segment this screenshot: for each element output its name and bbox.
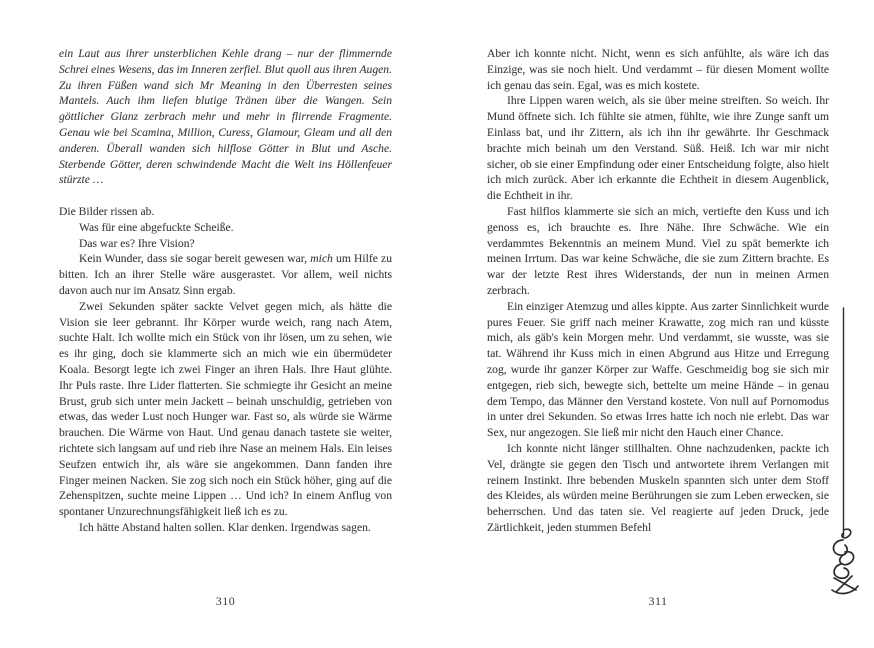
emphasized-word: mich [310,252,333,266]
page-number-left: 310 [215,594,236,608]
paragraph: Ihre Lippen waren weich, als sie über meine streiften. So weich. Ihr Mund öffnete sich. Ich fühlte sie atmen, fühlte, wie ihre Zunge sanft um Einlass bat, und ihr Zittern, als ich ihn ihr gewährte. Ihr Geschmack brachte mich beinah um den Verstand. Süß. Heiß. Ich war mir nicht sicher, ob sie einer Empfindung oder einer Entscheidung folgte, also hielt ich mich zurück. Aber ich erkannte die Echtheit in diesem Augenblick, die Echtheit in ihr. [487,94,829,203]
paragraph: Zwei Sekunden später sackte Velvet gegen mich, als hätte die Vision sie leer gebrannt. Ihr Körper wurde weich, rang nach Atem, suchte Halt. Ich wollte mich ein Stück von ihr lösen, um zu sehen, wie es ihr ging, doch sie klammerte sich an mich wie ein übermüdeter Koala. Besorgt legte ich zwei Finger an ihren Hals. Ihre Haut glühte. Ihr Puls raste. Ihre Lider flatterten. Sie schmiegte ihr Gesicht an meine Brust, grub sich unter mein Jackett – beinah unschuldig, getrieben von etwas, das weder Lust noch Hunger war. Fast so, als würde sie Wärme brauchen. Die Wärme von Haut. Und genau danach tastete sie weiter, richtete sich langsam auf und rieb ihre Nase an meinem Hals. Ein leises Seufzen entwich ihr, als wäre sie angekommen. Dann fanden ihre Finger meinen Nacken. Sie zog sich noch ein Stück höher, ging auf die Zehenspitzen, suchte meine Lippen … Und ich? In einem Anflug von spontaner Unzurechnungsfähigkeit ließ ich es zu. [59,299,392,519]
page-number-right: 311 [648,594,668,608]
paragraph: Fast hilflos klammerte sie sich an mich, vertiefte den Kuss und ich genoss es, ich brauchte es. Ihre Nähe. Ihre Schwäche. Wie ein verdammtes Bekenntnis an meinem Mund. Viel zu spät bemerkte ich meinen Irrtum. Das war keine Schwäche, die sie zum Zittern brachte. Es war der letzte Rest ihres Widerstands, der nun in meinen Armen zerbrach. [487,204,829,297]
page-right-text [487,46,829,536]
page-left-text [59,46,392,536]
text-segment: um Hilfe zu bitten. Ich an ihrer Stelle wäre ausgerastet. Vor allem, weil nichts davon auch nur im Ansatz Sinn ergab. [59,252,392,297]
paragraph: Ich konnte nicht länger stillhalten. Ohne nachzudenken, packte ich Vel, drängte sie gegen den Tisch und antwortete ihrem Verlangen mit reinem Instinkt. Ihre bebenden Muskeln spannten sich unter dem Stoff des Kleides, als würden meine Berührungen sie zum Leben erwecken, sie beherrschen. Und das taten sie. Vel reagierte auf jeden Druck, jede Zärtlichkeit, jeden stummen Befehl [487,441,829,534]
blank-line [59,188,392,204]
paragraph: ein Laut aus ihrer unsterblichen Kehle drang – nur der flimmernde Schrei eines Wesens, das im Inneren zerfiel. Blut quoll aus ihren Augen. Zu ihren Füßen wand sich Mr Meaning in den Überresten seines Mantels. Auch ihm liefen blutige Tränen über die Wangen. Sein göttlicher Glanz zerbrach mehr und mehr in flirrende Fragmente. Genau wie bei Scamina, Million, Curess, Glamour, Gleam und all den anderen. Überall wanden sich hilflose Götter in Blut und Asche. Sterbende Götter, deren schwindende Macht die Welt ins Höllenfeuer stürzte … [59,47,392,187]
paragraph: Das war es? Ihre Vision? [79,236,195,250]
paragraph: Aber ich konnte nicht. Nicht, wenn es sich anfühlte, als wäre ich das Einzige, was sie noch hielt. Und verdammt – für diesen Moment wollte ich genau das sein. Egal, was es mich kostete. [487,47,829,92]
paragraph: Ein einziger Atemzug und alles kippte. Aus zarter Sinnlichkeit wurde pures Feuer. Sie griff nach meiner Krawatte, zog mich ran und küsste mich, als gäb's kein Morgen mehr. Und verdammt, sie wusste, was sie tat. Während ihr Kuss mich in einen Abgrund aus Hitze und Erregung zog, wurde ihr ganzer Körper zur Waffe. Geschmeidig bog sie sich mir entgegen, rieb sich, bewegte sich, bettelte um meine Hände – in genau dem Tempo, das Männer den Verstand kostete. Von null auf Pornomodus in unter drei Sekunden. So etwas Irres hatte ich noch nie erlebt. Das war Sex, nur angezogen. Sie ließ mir nicht den Hauch einer Chance. [487,299,829,440]
paragraph: Was für eine abgefuckte Scheiße. [79,220,234,234]
paragraph: Ich hätte Abstand halten sollen. Klar denken. Irgendwas sagen. [79,520,371,534]
paragraph: Die Bilder rissen ab. [59,204,155,218]
hatpin-ornament-icon [826,300,870,610]
paragraph [59,251,392,298]
ornament-hilt [832,529,858,593]
text-segment: Kein Wunder, dass sie sogar bereit gewesen war, [79,252,311,266]
